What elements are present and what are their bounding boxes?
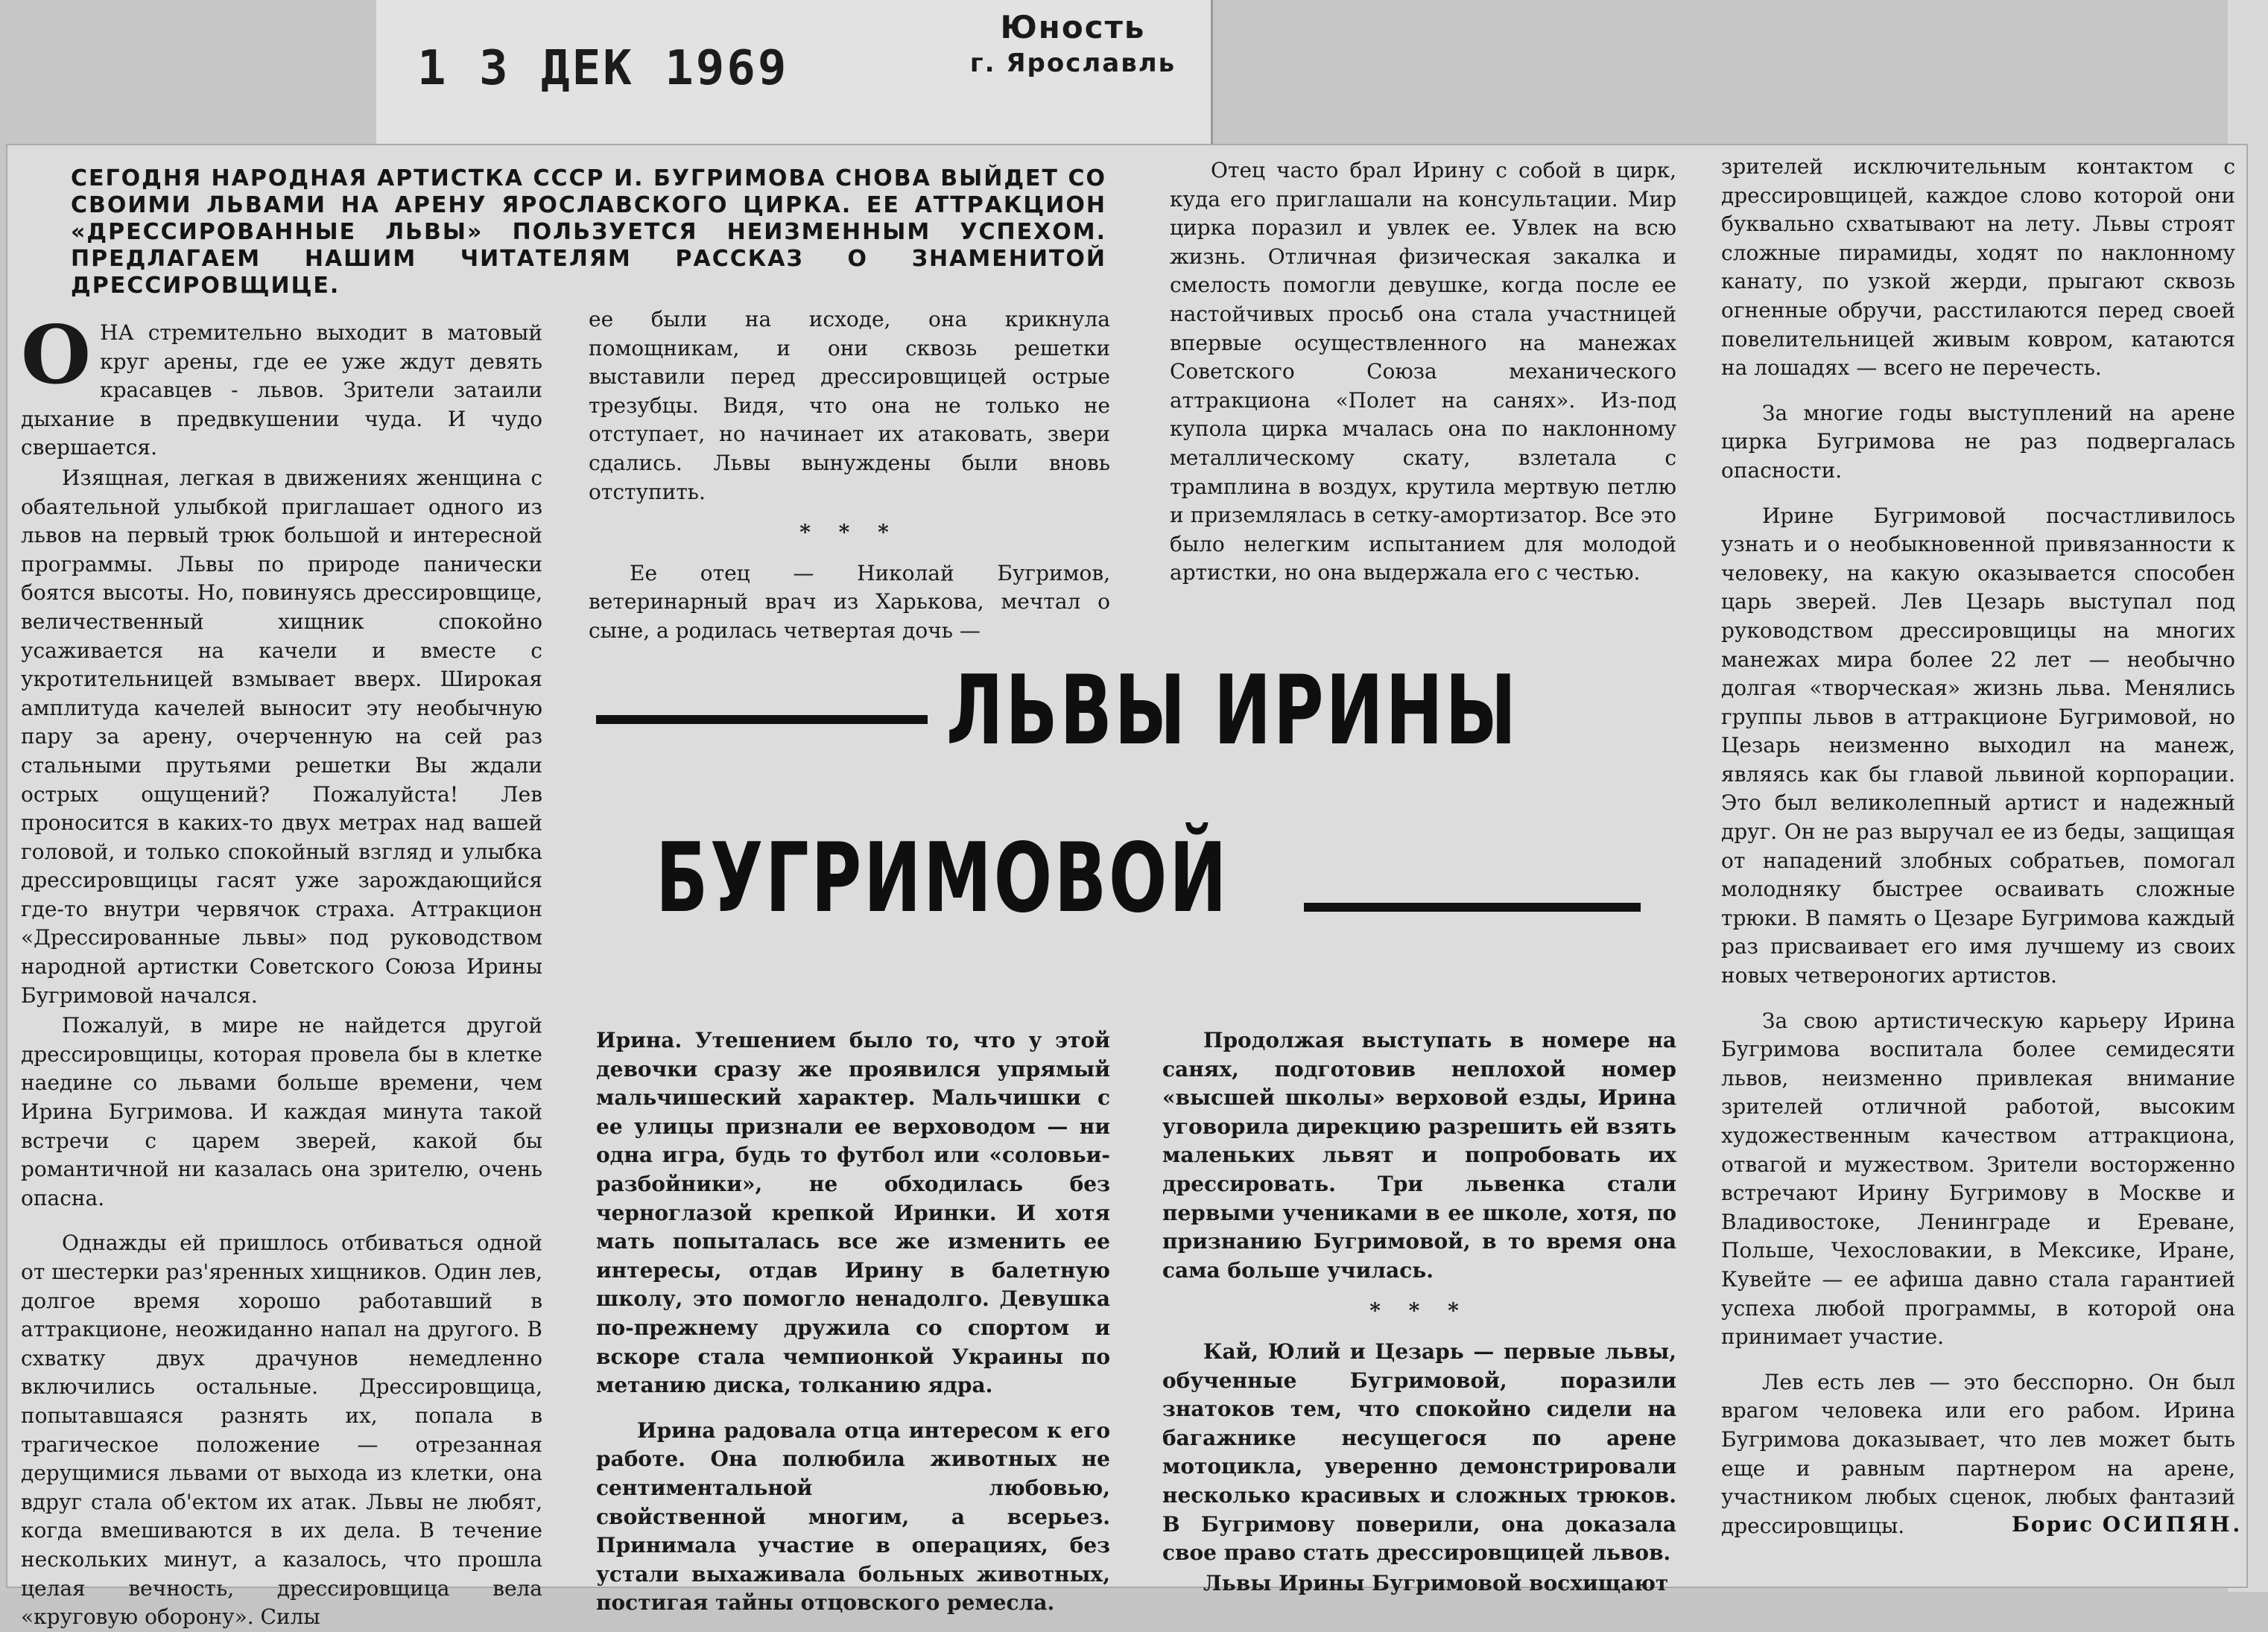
- article-column-1: [21, 308, 542, 1632]
- paragraph: Отец часто брал Ирину с собой в цирк, куда его приглашали на консультации. Мир цирка поразил и увлек ее. Увлек на всю жизнь. Отличная физическая закалка и смелость помогли девушке, когда после ее настойчивых просьб она стала участницей впервые осуществленного на манежах Советского Союза механического аттракциона «Полет на санях». Из-под купола цирка мчалась она по наклонному металлическому скату, взлетала с трамплина в воздух, крутила мертвую петлю и приземлялась в сетку-амортизатор. Все это было нелегким испытанием для молодой артистки, но она выдержала его с честью.: [1170, 158, 1676, 585]
- paragraph: Продолжая выступать в номере на санях, подготовив неплохой номер «высшей школы» верховой езды, Ирина уговорила дирекцию разрешить ей взять маленьких львят и попробовать их дрессировать. Три львенка стали первыми учениками в ее школе, хотя, по признанию Бугримовой, в то время она сама больше училась.: [1162, 1028, 1676, 1283]
- paragraph: Ирине Бугримовой посчастливилось узнать и о необыкновенной привязанности к человеку, на какую оказывается способен царь зверей. Лев Цезарь выступал под руководством дрессировщицы на многих манежах мира более 22 лет — необычно долгая «творческая» жизнь льва. Менялись группы львов в аттракционе Бугримовой, но Цезарь неизменно выходил на манеж, являясь как бы главой львиной корпорации. Это был великолепный артист и надежный друг. Он не раз выручал ее из беды, защищая от нападений злобных собратьев, помогал молодняку быстрее осваивать сложные трюки. В память о Цезаре Бугримова каждый раз присваивает его имя лучшему из своих новых четвероногих артистов.: [1721, 503, 2235, 988]
- paragraph: За свою артистическую карьеру Ирина Бугримова воспитала более семидесяти львов, неизменно привлекая внимание зрителей отличной работой, высоким художественным качеством аттракциона, отвагой и мужеством. Зрители восторженно встречают Ирину Бугримову в Москве и Владивостоке, Ленинграде и Ереване, Польше, Чехословакии, в Мексике, Иране, Кувейте — ее афиша давно стала гарантией успеха любой программы, в которой она принимает участие.: [1721, 1008, 2235, 1350]
- paragraph: Ирина. Утешением было то, что у этой девочки сразу же проявился упрямый мальчишеский характер. Мальчишки с ее улицы признали ее верховодом — ни одна игра, будь то футбол или «соловьи-разбойники», не обходилась без черноглазой крепкой Иринки. И хотя мать попыталась все же изменить ее интересы, отдав Ирину в балетную школу, это помогло ненадолго. Девушка по-прежнему дружила со спортом и вскоре стала чемпионкой Украины по метанию диска, толканию ядра.: [596, 1028, 1110, 1398]
- paragraph: зрителей исключительным контактом с дрессировщицей, каждое слово которой они буквально схватывают на лету. Львы строят сложные пирамиды, ходят по наклонному канату, по узкой жерди, прыгают сквозь огненные обручи, расстилаются перед своей повелительницей живым ковром, катаются на лошадях — всего не перечесть.: [1721, 154, 2235, 381]
- paragraph: [21, 308, 542, 463]
- headline-line-1: ЛЬВЫ ИРИНЫ: [946, 655, 1518, 766]
- paragraph-text: НА стремительно выходит в матовый круг арены, где ее уже ждут девять красавцев - львов. Зрители затаили дыхание в предвкушении чуда. И чудо свершается.: [21, 320, 542, 460]
- paragraph: Изящная, легкая в движениях женщина с обаятельной улыбкой приглашает одного из львов на первый трюк большой и интересной программы. Львы по природе панически боятся высоты. Но, повинуясь дрессировщице, величественный хищник спокойно усаживается на качели и вместе с укротительницей взмывает вверх. Широкая амплитуда качелей выносит эту необычную пару за арену, очерченную на сей раз стальными прутьями решетки Вы ждали острых ощущений? Пожалуйста! Лев проносится в каких-то двух метрах над вашей головой, и только спокойный взгляд и улыбка дрессировщицы гасят уже зарождающийся где-то внутри червячок страха. Аттракцион «Дрессированные львы» под руководством народной артистки Советского Союза Ирины Бугримовой начался.: [21, 465, 542, 1008]
- paragraph: Лев есть лев — это бесспорно. Он был врагом человека или его рабом. Ирина Бугримова доказывает, что лев может быть еще и равным партнером на арене, участником любых сценок, любых фантазий дрессировщицы.: [1721, 1369, 2235, 1538]
- stamp-source: [950, 9, 1196, 78]
- paragraph: ее были на исходе, она крикнула помощникам, и они сквозь решетки выставили перед дрессировщицей острые трезубцы. Видя, что она не только не отступает, но начинает их атаковать, звери сдались. Львы вынуждены были вновь отступить.: [589, 307, 1110, 504]
- paragraph: Ее отец — Николай Бугримов, ветеринарный врач из Харькова, мечтал о сыне, а родилась четвертая дочь —: [589, 560, 1110, 643]
- article-lead: СЕГОДНЯ НАРОДНАЯ АРТИСТКА СССР И. БУГРИМОВА СНОВА ВЫЙДЕТ СО СВОИМИ ЛЬВАМИ НА АРЕНУ ЯРОСЛАВСКОГО ЦИРКА. ЕЕ АТТРАКЦИОН «ДРЕССИРОВАННЫЕ ЛЬВЫ» ПОЛЬЗУЕТСЯ НЕИЗМЕННЫМ УСПЕХОМ. ПРЕДЛАГАЕМ НАШИМ ЧИТАТЕЛЯМ РАССКАЗ О ЗНАМЕНИТОЙ ДРЕССИРОВЩИЦЕ.: [71, 165, 1106, 299]
- paragraph: Кай, Юлий и Цезарь — первые львы, обученные Бугримовой, поразили знатоков тем, что спокойно сидели на багажнике несущегося по арене мотоцикла, уверенно демонстрировали несколько красивых и сложных трюков. В Бугримову поверили, она доказала свое право стать дрессировщицей львов.: [1162, 1339, 1676, 1566]
- article-column-6: [1162, 1026, 1676, 1598]
- stamp-city: г. Ярославль: [969, 48, 1176, 78]
- article-column-3: [1170, 156, 1676, 588]
- headline-dash-right: [1304, 903, 1641, 912]
- section-divider: * * *: [799, 520, 899, 545]
- stamp-newspaper: Юность: [1000, 9, 1146, 45]
- author-last-name: ОСИПЯН.: [2102, 1512, 2243, 1537]
- paragraph: Львы Ирины Бугримовой восхищают: [1203, 1570, 1669, 1596]
- archive-stamp-slip: [376, 0, 1213, 153]
- paragraph: Ирина радовала отца интересом к его работе. Она полюбила животных не сентиментальной любовью, свойственной многим, а всерьез. Принимала участие в операциях, без устали выхаживала больных животных, постигая тайны отцовского ремесла.: [596, 1417, 1110, 1616]
- headline-line-2: БУГРИМОВОЙ: [656, 823, 1229, 934]
- article-column-5: [596, 1026, 1110, 1618]
- paragraph: За многие годы выступлений на арене цирка Бугримова не раз подвергалась опасности.: [1721, 400, 2235, 483]
- headline-dash-left: [596, 715, 928, 724]
- article-column-4: [1721, 153, 2235, 1540]
- paragraph: Однажды ей пришлось отбиваться одной от шестерки раз'яренных хищников. Один лев, долгое время хорошо работавший в аттракционе, неожиданно напал на другого. В схватку двух драчунов немедленно включились остальные. Дрессировщица, попытавшаяся разнять их, попала в трагическое положение — отрезанная дерущимися львами от выхода из клетки, она вдруг стала об'ектом их атак. Львы не любят, когда вмешиваются в их дела. В течение нескольких минут, а казалось, что прошла целая вечность, дрессировщица вела «круговую оборону». Силы: [21, 1231, 542, 1630]
- section-divider: * * *: [1369, 1298, 1469, 1324]
- drop-cap: О: [21, 308, 92, 402]
- paragraph: Пожалуй, в мире не найдется другой дрессировщицы, которая провела бы в клетке наедине со львами больше времени, чем Ирина Бугримова. И каждая минута такой встречи с царем зверей, какой бы романтичной ни казалась она зрителю, очень опасна.: [21, 1013, 542, 1210]
- article-column-2: [589, 305, 1110, 646]
- stamp-date: 1 3 ДЕК 1969: [417, 41, 789, 96]
- article-author: [2012, 1512, 2243, 1537]
- author-first-name: Борис: [2012, 1512, 2094, 1537]
